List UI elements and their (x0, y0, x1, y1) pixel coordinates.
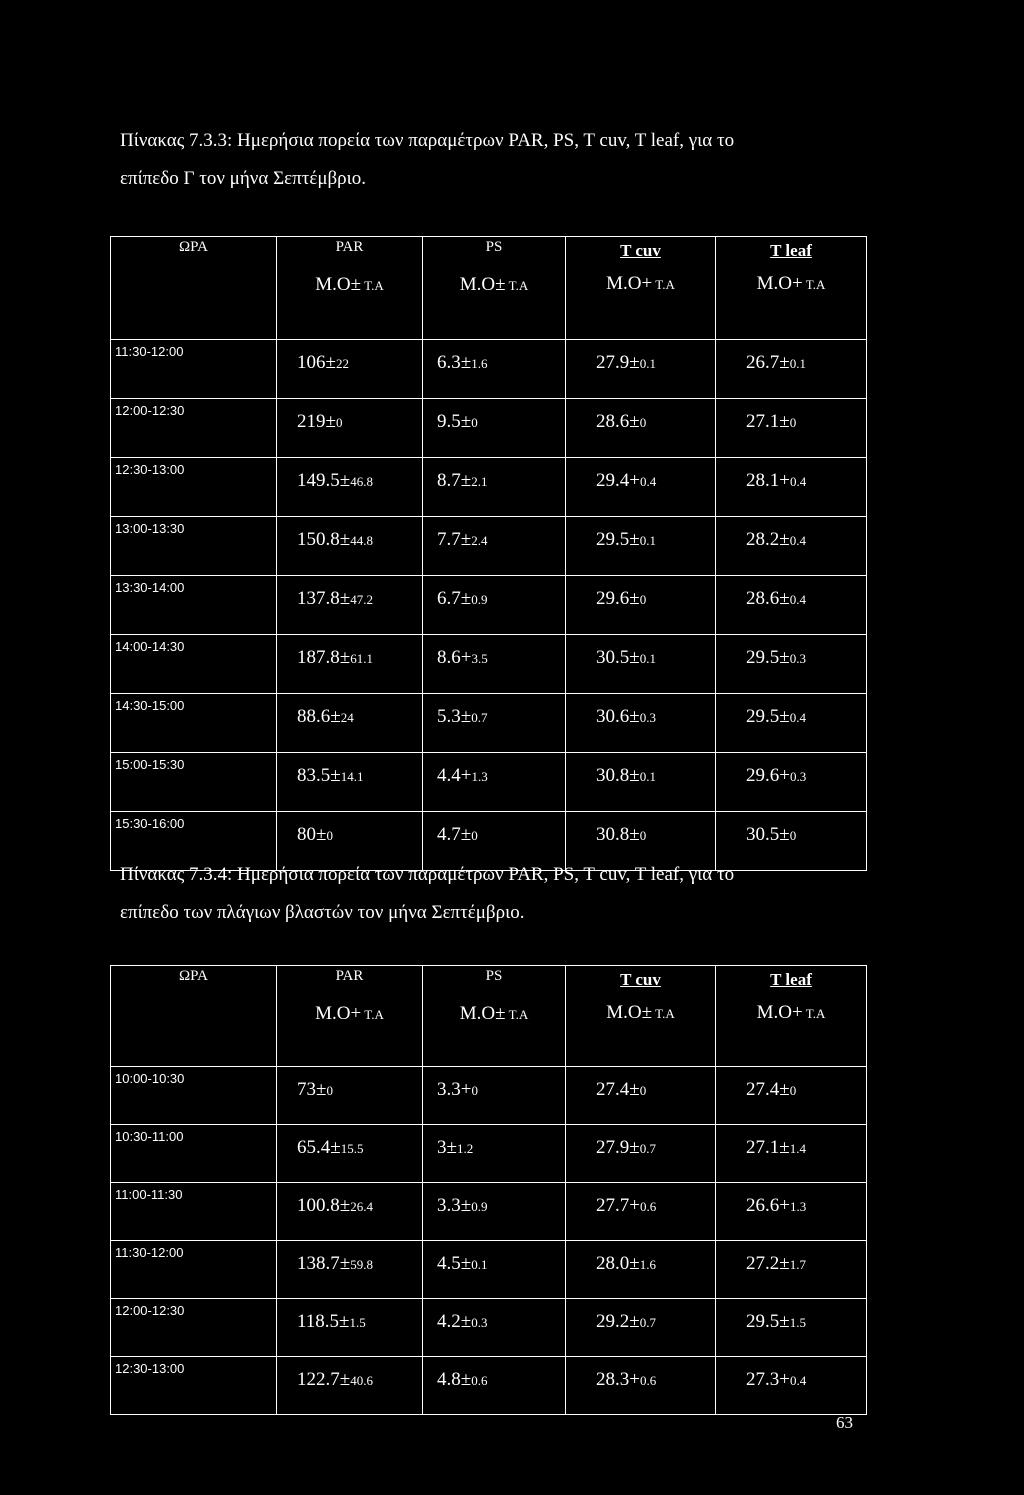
table1-row (111, 753, 867, 812)
table1-value-mean: 149.5± (297, 470, 351, 491)
table1-header-cell (111, 237, 277, 340)
table1-value-sd: 0 (789, 828, 797, 843)
table2-value-mean: 27.4± (596, 1079, 640, 1100)
table1-caption-line2: επίπεδο Γ τον μήνα Σεπτέμβριο. (120, 168, 367, 189)
table2-header-cell (111, 966, 277, 1067)
table1-row (111, 458, 867, 517)
table2-header-sub (277, 1003, 422, 1025)
table2-value-cell (566, 1299, 716, 1357)
table1-value-sd: 0 (335, 415, 343, 430)
table1-value-sd: 0.3 (639, 710, 656, 725)
table1-value-cell (566, 576, 716, 635)
table1-value-cell (423, 753, 566, 812)
table1-value-mean: 28.6± (746, 588, 790, 609)
table2-value-mean: 27.1± (746, 1137, 790, 1158)
table2-header-sub (423, 1003, 565, 1025)
table2-value-sd: 0.1 (471, 1257, 488, 1272)
table2-value-cell (566, 1125, 716, 1183)
table2-value-cell (716, 1357, 867, 1415)
table1-value-sd: 0.1 (639, 769, 656, 784)
table2-row (111, 1067, 867, 1125)
table1-value-mean: 29.6+ (746, 765, 790, 786)
table1-value-mean: 219± (297, 411, 336, 432)
table1-value-sd: 1.3 (471, 769, 488, 784)
table2-value-cell (566, 1183, 716, 1241)
table2-value-cell (277, 1299, 423, 1357)
table2-header-sub-main: Μ.Ο+ (315, 1003, 362, 1024)
table1-row (111, 576, 867, 635)
table2-value-cell (716, 1183, 867, 1241)
table1-value-mean: 4.7± (437, 824, 472, 845)
table1-header-sub-main: Μ.Ο+ (756, 273, 803, 294)
table2-value-cell (566, 1067, 716, 1125)
table2-caption-line1: Πίνακας 7.3.4: Ημερήσια πορεία των παραμέτρων PAR, PS, T cuv, T leaf, για το (120, 864, 735, 885)
table1-value-cell (716, 753, 867, 812)
table1-value-cell (716, 399, 867, 458)
table1-time-cell: 11:30-12:00 (111, 340, 277, 399)
table1-value-mean: 6.3± (437, 352, 472, 373)
table1-value-cell (277, 635, 423, 694)
table2-header-sub-small: Τ.Α (652, 1006, 675, 1021)
table2-time-cell: 10:30-11:00 (111, 1125, 277, 1183)
table1-value-cell (423, 399, 566, 458)
table1-value-mean: 5.3± (437, 706, 472, 727)
table2-value-sd: 0 (471, 1083, 478, 1098)
table1-value-sd: 0.4 (789, 474, 807, 489)
table2-value-mean: 3.3± (437, 1195, 472, 1216)
table2-value-sd: 1.5 (349, 1315, 366, 1330)
table1-caption-line1: Πίνακας 7.3.3: Ημερήσια πορεία των παραμέτρων PAR, PS, T cuv, T leaf, για το (120, 130, 735, 151)
table2-value-sd: 0 (789, 1083, 797, 1098)
page-number: 63 (836, 1413, 853, 1432)
table1-header-sub (277, 274, 422, 296)
table2-time-cell: 12:00-12:30 (111, 1299, 277, 1357)
table1-value-sd: 0.1 (639, 651, 656, 666)
table1-value-sd: 14.1 (340, 769, 364, 784)
table1-value-cell (566, 694, 716, 753)
table1-value-sd: 0.1 (789, 356, 806, 371)
table1-header-sub-main: Μ.Ο± (459, 274, 506, 295)
table2-value-sd: 0.6 (639, 1199, 657, 1214)
table1-value-cell (716, 458, 867, 517)
table2-value-sd: 0.3 (471, 1315, 488, 1330)
table1-value-mean: 30.5± (746, 824, 790, 845)
table2-value-mean: 29.5± (746, 1311, 790, 1332)
table1-value-cell (716, 340, 867, 399)
table1-header-sub (423, 274, 565, 296)
table1-value-cell (566, 517, 716, 576)
table1-value-sd: 0 (639, 415, 647, 430)
table1-header-cell (277, 237, 423, 340)
table1-value-sd: 0 (639, 592, 647, 607)
table1-value-mean: 137.8± (297, 588, 351, 609)
table2-header-sub-small: Τ.Α (505, 1007, 529, 1022)
table1-value-sd: 0.4 (789, 710, 806, 725)
table2-header-cell (277, 966, 423, 1067)
table2-row (111, 1299, 867, 1357)
table1-value-cell (716, 517, 867, 576)
table1-value-mean: 29.6± (596, 588, 640, 609)
table1-value-sd: 0.3 (789, 651, 806, 666)
table1-value-sd: 46.8 (350, 474, 373, 489)
table1-value-sd: 0 (639, 828, 647, 843)
table1-value-mean: 30.6± (596, 706, 640, 727)
table1-header-sub-small: Τ.Α (802, 277, 826, 292)
table2-value-cell (716, 1241, 867, 1299)
table1-value-sd: 2.4 (471, 533, 488, 548)
table1-header-sub-main: Μ.Ο+ (606, 273, 653, 294)
table1-value-mean: 88.6± (297, 706, 341, 727)
table2-value-sd: 15.5 (340, 1141, 364, 1156)
table1-value-cell (277, 576, 423, 635)
table1-value-mean: 26.7± (746, 352, 790, 373)
table2-value-cell (423, 1125, 566, 1183)
table1-value-mean: 8.7± (437, 470, 472, 491)
table1-value-mean: 187.8± (297, 647, 351, 668)
table2-value-sd: 1.7 (789, 1257, 806, 1272)
table2-header-sub-small: Τ.Α (802, 1006, 826, 1021)
table1-value-sd: 44.8 (350, 533, 373, 548)
table2-row (111, 1241, 867, 1299)
table2-value-sd: 0 (639, 1083, 647, 1098)
table2-value-mean: 118.5± (297, 1311, 350, 1332)
table1-value-sd: 0 (789, 415, 797, 430)
table2-value-mean: 26.6+ (746, 1195, 790, 1216)
table2-value-sd: 0.6 (471, 1373, 488, 1388)
table1-time-cell: 12:00-12:30 (111, 399, 277, 458)
table1-value-mean: 106± (297, 352, 336, 373)
table2-value-cell (277, 1241, 423, 1299)
table1-time-cell: 14:30-15:00 (111, 694, 277, 753)
table1-time-cell: 13:30-14:00 (111, 576, 277, 635)
table1-value-cell (566, 340, 716, 399)
table1-header-sub (566, 273, 715, 295)
table1-value-sd: 0.7 (471, 710, 488, 725)
table2-value-mean: 3± (437, 1137, 457, 1158)
table1-time-cell: 15:00-15:30 (111, 753, 277, 812)
table1-value-sd: 0.4 (789, 592, 806, 607)
table1-value-mean: 29.5± (746, 647, 790, 668)
table2-value-mean: 27.7+ (596, 1195, 640, 1216)
table2-header-row (111, 966, 867, 1067)
table1-row (111, 340, 867, 399)
table1-header-sub-main: Μ.Ο± (315, 274, 362, 295)
table1-header-name: PAR (335, 239, 364, 255)
table2-row (111, 1183, 867, 1241)
table1-value-mean: 150.8± (297, 529, 351, 550)
table2-value-mean: 100.8± (297, 1195, 351, 1216)
table1-value-sd: 24 (340, 710, 354, 725)
table2-header-sub-main: Μ.Ο± (606, 1002, 653, 1023)
table2-header-sub-main: Μ.Ο+ (756, 1002, 803, 1023)
table1-value-sd: 61.1 (350, 651, 373, 666)
table1-row (111, 399, 867, 458)
table1-value-cell (716, 694, 867, 753)
table2-value-sd: 1.6 (639, 1257, 656, 1272)
table2-header-name: T leaf (770, 970, 812, 989)
table1-value-cell (277, 399, 423, 458)
table1-value-cell (566, 399, 716, 458)
table2-header-sub-main: Μ.Ο± (459, 1003, 506, 1024)
table2-time-cell: 12:30-13:00 (111, 1357, 277, 1415)
table2-caption-line2: επίπεδο των πλάγιων βλαστών τον μήνα Σεπτέμβριο. (120, 902, 525, 923)
table2-value-cell (423, 1357, 566, 1415)
table2-value-mean: 4.8± (437, 1369, 472, 1390)
table1-value-sd: 0.4 (639, 474, 657, 489)
table1-value-mean: 8.6+ (437, 647, 472, 668)
table1-value-mean: 27.1± (746, 411, 790, 432)
table2-value-mean: 27.9± (596, 1137, 640, 1158)
table2-value-mean: 28.0± (596, 1253, 640, 1274)
table2-value-cell (716, 1067, 867, 1125)
table1-value-sd: 0.1 (639, 356, 656, 371)
table2-value-cell (277, 1067, 423, 1125)
table1-value-mean: 9.5± (437, 411, 472, 432)
table1-value-mean: 27.9± (596, 352, 640, 373)
table2-header-name: ΩΡΑ (179, 968, 208, 984)
table2-value-mean: 28.3+ (596, 1369, 640, 1390)
table1-value-cell (277, 753, 423, 812)
table1-value-cell (423, 576, 566, 635)
table2-header-name: PAR (335, 968, 364, 984)
table2-header-sub (716, 1002, 866, 1024)
table1-header-sub-small: Τ.Α (652, 277, 675, 292)
table1-header-name: T cuv (620, 241, 661, 260)
table1-header-cell (566, 237, 716, 340)
table1-header-sub-small: Τ.Α (505, 278, 529, 293)
table1-header-cell (423, 237, 566, 340)
table1-value-mean: 29.4+ (596, 470, 640, 491)
table2-value-cell (277, 1125, 423, 1183)
table1-header-name: ΩΡΑ (179, 239, 208, 255)
table1-value-mean: 83.5± (297, 765, 341, 786)
table2-value-mean: 29.2± (596, 1311, 640, 1332)
table1-header-name: T leaf (770, 241, 812, 260)
table2-value-sd: 1.3 (789, 1199, 807, 1214)
table2-value-cell (716, 1125, 867, 1183)
table1-value-sd: 0 (326, 828, 333, 843)
table2-header-sub-small: Τ.Α (361, 1007, 384, 1022)
table1-value-cell (566, 753, 716, 812)
table1-value-mean: 4.4+ (437, 765, 472, 786)
table2-value-cell (566, 1241, 716, 1299)
table1-value-mean: 28.6± (596, 411, 640, 432)
table2-value-mean: 65.4± (297, 1137, 341, 1158)
table2-value-mean: 27.2± (746, 1253, 790, 1274)
table1-value-mean: 29.5± (746, 706, 790, 727)
table1-time-cell: 15:30-16:00 (111, 812, 277, 871)
table2-header-cell (423, 966, 566, 1067)
table2-time-cell: 11:00-11:30 (111, 1183, 277, 1241)
table1-value-mean: 30.8± (596, 765, 640, 786)
table1-row (111, 694, 867, 753)
table2-header-name: PS (485, 968, 503, 984)
table1-value-cell (423, 635, 566, 694)
table2-value-sd: 0.9 (471, 1199, 488, 1214)
table1-value-cell (277, 340, 423, 399)
table2-caption (120, 856, 880, 932)
table2-value-mean: 27.3+ (746, 1369, 790, 1390)
table2-value-cell (277, 1357, 423, 1415)
table1-value-sd: 1.6 (471, 356, 488, 371)
table1-row (111, 635, 867, 694)
table2-value-cell (423, 1241, 566, 1299)
table1-time-cell: 12:30-13:00 (111, 458, 277, 517)
table2-value-mean: 4.2± (437, 1311, 472, 1332)
table1-value-sd: 0.9 (471, 592, 488, 607)
table1-header-sub (716, 273, 866, 295)
table2-value-mean: 122.7± (297, 1369, 351, 1390)
table2-value-mean: 4.5± (437, 1253, 472, 1274)
table1-value-cell (423, 694, 566, 753)
table1-value-mean: 29.5± (596, 529, 640, 550)
table1-header-name: PS (485, 239, 503, 255)
table1-time-cell: 13:00-13:30 (111, 517, 277, 576)
table2-value-sd: 40.6 (350, 1373, 373, 1388)
table2-value-sd: 1.5 (789, 1315, 806, 1330)
table2-value-sd: 0 (326, 1083, 333, 1098)
table2-value-cell (277, 1183, 423, 1241)
table1-value-mean: 30.8± (596, 824, 640, 845)
table1-header-cell (716, 237, 867, 340)
table2-value-mean: 73± (297, 1079, 327, 1100)
table1-value-cell (716, 635, 867, 694)
table2-value-cell (423, 1299, 566, 1357)
table1-value-sd: 0.3 (789, 769, 807, 784)
table2-value-cell (423, 1183, 566, 1241)
table1-header-sub-small: Τ.Α (361, 278, 384, 293)
table1-value-mean: 28.1+ (746, 470, 790, 491)
table2-header-name: T cuv (620, 970, 661, 989)
table2-value-sd: 0.4 (789, 1373, 807, 1388)
table1-caption (120, 122, 880, 198)
table1-value-mean: 7.7± (437, 529, 472, 550)
table1-value-cell (566, 458, 716, 517)
table1 (110, 236, 867, 871)
table1-value-cell (423, 340, 566, 399)
table1-value-sd: 2.1 (471, 474, 488, 489)
table2-value-sd: 26.4 (350, 1199, 373, 1214)
table2-value-cell (566, 1357, 716, 1415)
table1-value-cell (566, 635, 716, 694)
table1-value-cell (277, 458, 423, 517)
table1-value-sd: 3.5 (471, 651, 488, 666)
table2-value-sd: 1.4 (789, 1141, 806, 1156)
table1-value-sd: 22 (335, 356, 349, 371)
table1-value-cell (716, 576, 867, 635)
table2-header-cell (566, 966, 716, 1067)
table2-value-mean: 3.3+ (437, 1079, 472, 1100)
table1-row (111, 517, 867, 576)
table2 (110, 965, 867, 1415)
table2-header-sub (566, 1002, 715, 1024)
table1-value-sd: 0.1 (639, 533, 656, 548)
table1-header-row (111, 237, 867, 340)
table2-value-cell (716, 1299, 867, 1357)
table1-value-cell (277, 517, 423, 576)
table1-value-sd: 0 (471, 828, 478, 843)
table2-value-sd: 1.2 (456, 1141, 474, 1156)
table2-header-cell (716, 966, 867, 1067)
table2-time-cell: 10:00-10:30 (111, 1067, 277, 1125)
table2-row (111, 1125, 867, 1183)
table1-value-mean: 28.2± (746, 529, 790, 550)
table2-value-sd: 0.7 (639, 1315, 656, 1330)
table2-value-sd: 0.6 (639, 1373, 657, 1388)
table1-value-sd: 47.2 (350, 592, 373, 607)
table1-value-sd: 0 (471, 415, 478, 430)
table2-row (111, 1357, 867, 1415)
table1-value-cell (277, 694, 423, 753)
table2-value-mean: 27.4± (746, 1079, 790, 1100)
table2-time-cell: 11:30-12:00 (111, 1241, 277, 1299)
table1-value-cell (423, 517, 566, 576)
table2-value-sd: 0.7 (639, 1141, 656, 1156)
table2-value-sd: 59.8 (350, 1257, 373, 1272)
table1-time-cell: 14:00-14:30 (111, 635, 277, 694)
table2-value-cell (423, 1067, 566, 1125)
table1-value-sd: 0.4 (789, 533, 806, 548)
table1-value-mean: 80± (297, 824, 327, 845)
table2-value-mean: 138.7± (297, 1253, 351, 1274)
table1-value-mean: 6.7± (437, 588, 472, 609)
table1-value-cell (423, 458, 566, 517)
table1-value-mean: 30.5± (596, 647, 640, 668)
